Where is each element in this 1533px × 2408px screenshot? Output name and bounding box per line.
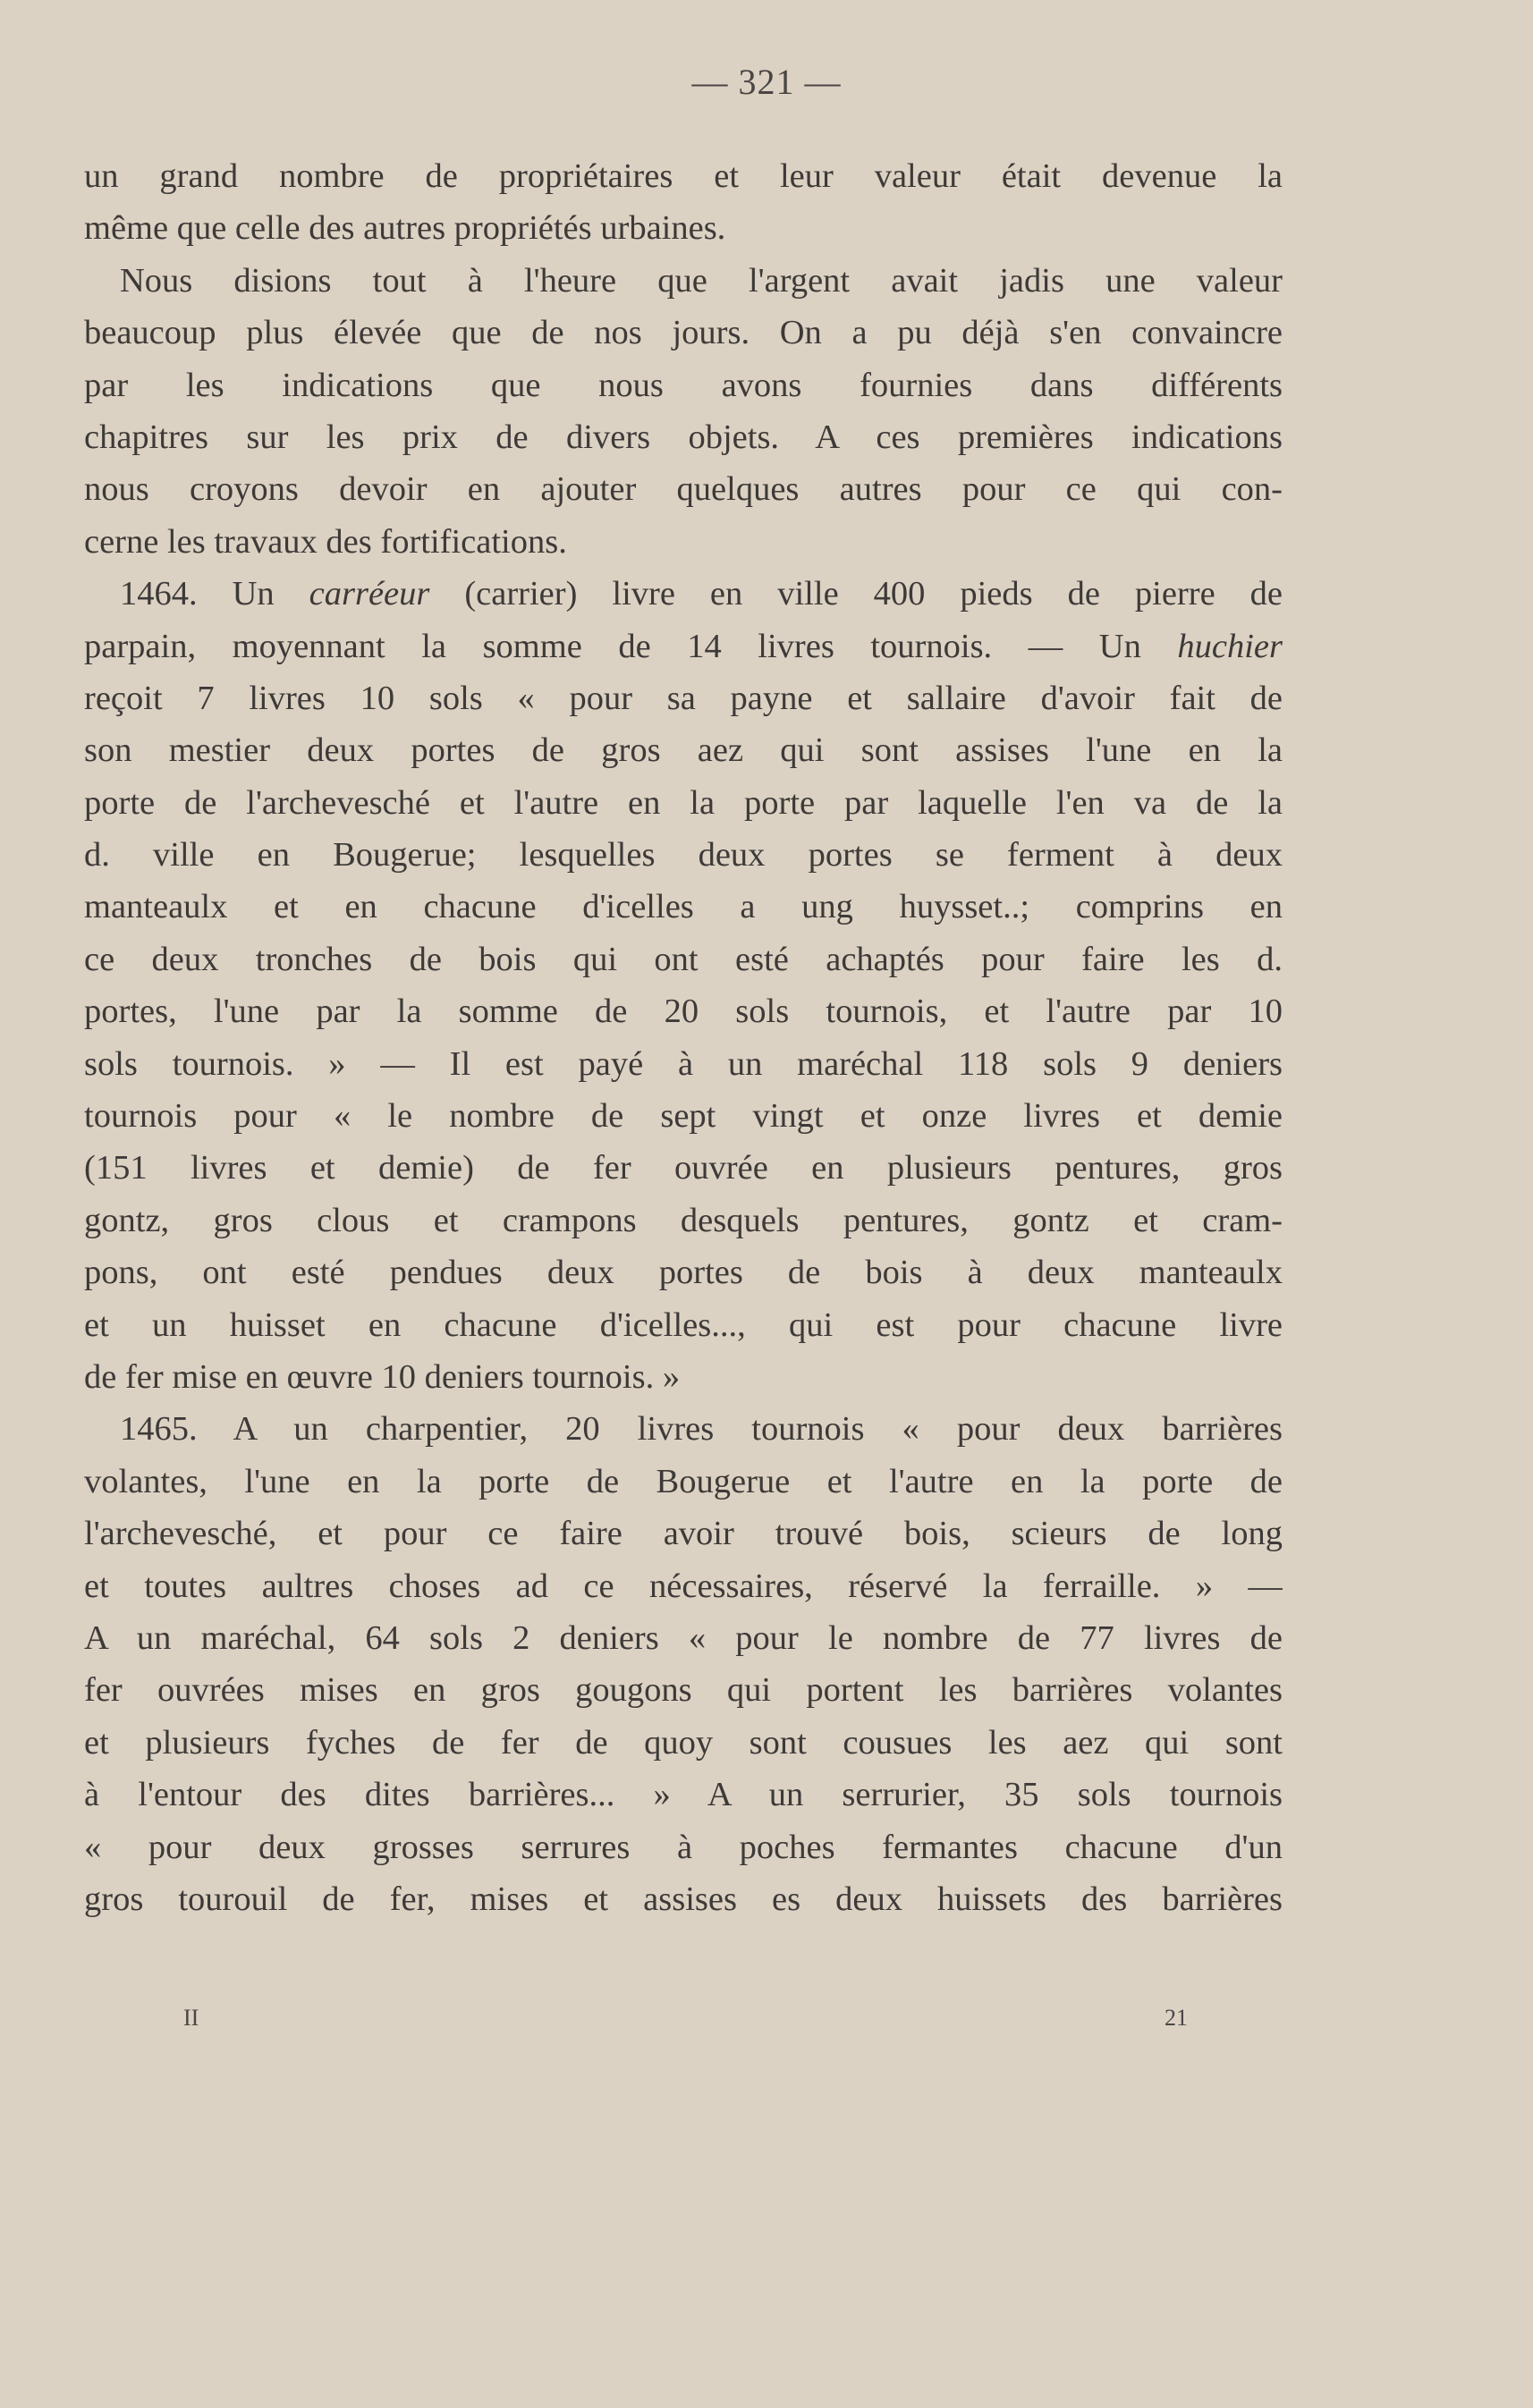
signature-mark-left: II — [183, 2005, 199, 2031]
text-line: sols tournois. » — Il est payé à un maréchal 118 sols 9 deniers — [84, 1044, 1283, 1083]
text-line: gros tourouil de fer, mises et assises es deux huissets des barrières — [84, 1880, 1283, 1918]
text-line: (151 livres et demie) de fer ouvrée en plusieurs pentures, gros — [84, 1149, 1283, 1187]
text-line: nous croyons devoir en ajouter quelques autres pour ce qui con- — [84, 470, 1283, 509]
text-line: pons, ont esté pendues deux portes de bois à deux manteaulx — [84, 1254, 1283, 1292]
text-line: et plusieurs fyches de fer de quoy sont cousues les aez qui sont — [84, 1723, 1283, 1762]
text-line: un grand nombre de propriétaires et leur valeur était devenue la — [84, 157, 1283, 195]
signature-mark-right: 21 — [1165, 2005, 1188, 2031]
text-line: 1464. Un carréeur (carrier) livre en ville 400 pieds de pierre de — [120, 575, 1283, 613]
text-line: et un huisset en chacune d'icelles..., qui est pour chacune livre — [84, 1305, 1283, 1344]
text-line: parpain, moyennant la somme de 14 livres tournois. — Un huchier — [84, 627, 1283, 665]
text-line: à l'entour des dites barrières... » A un serrurier, 35 sols tournois — [84, 1776, 1283, 1814]
text-line: reçoit 7 livres 10 sols « pour sa payne et sallaire d'avoir fait de — [84, 679, 1283, 717]
body-text — [84, 150, 1283, 1925]
text-line: et toutes aultres choses ad ce nécessaires, réservé la ferraille. » — — [84, 1567, 1283, 1605]
text-line: gontz, gros clous et crampons desquels pentures, gontz et cram- — [84, 1201, 1283, 1239]
text-line: chapitres sur les prix de divers objets. A ces premières indications — [84, 418, 1283, 456]
text-line: portes, l'une par la somme de 20 sols tournois, et l'autre par 10 — [84, 993, 1283, 1031]
text-line: porte de l'archevesché et l'autre en la porte par laquelle l'en va de la — [84, 783, 1283, 822]
text-line: volantes, l'une en la porte de Bougerue et l'autre en la porte de — [84, 1462, 1283, 1500]
text-line: son mestier deux portes de gros aez qui sont assises l'une en la — [84, 731, 1283, 770]
text-line: d. ville en Bougerue; lesquelles deux portes se ferment à deux — [84, 836, 1283, 874]
text-line: tournois pour « le nombre de sept vingt et onze livres et demie — [84, 1097, 1283, 1136]
text-line: 1465. A un charpentier, 20 livres tournois « pour deux barrières — [120, 1410, 1283, 1449]
text-line: beaucoup plus élevée que de nos jours. On a pu déjà s'en convaincre — [84, 314, 1283, 352]
text-line: l'archevesché, et pour ce faire avoir trouvé bois, scieurs de long — [84, 1515, 1283, 1553]
text-line: cerne les travaux des fortifications. — [84, 522, 567, 561]
text-line: « pour deux grosses serrures à poches fermantes chacune d'un — [84, 1828, 1283, 1866]
text-line: manteaulx et en chacune d'icelles a ung huysset..; comprins en — [84, 888, 1283, 926]
text-line: ce deux tronches de bois qui ont esté achaptés pour faire les d. — [84, 940, 1283, 978]
text-line: A un maréchal, 64 sols 2 deniers « pour le nombre de 77 livres de — [84, 1618, 1283, 1657]
text-line: par les indications que nous avons fournies dans différents — [84, 366, 1283, 404]
text-line: Nous disions tout à l'heure que l'argent avait jadis une valeur — [120, 261, 1283, 300]
page-footer — [0, 2005, 1533, 2040]
text-line: même que celle des autres propriétés urbaines. — [84, 209, 726, 248]
text-line: de fer mise en œuvre 10 deniers tournois. » — [84, 1357, 681, 1396]
page-number-header: — 321 — — [691, 62, 842, 102]
text-line: fer ouvrées mises en gros gougons qui portent les barrières volantes — [84, 1671, 1283, 1710]
